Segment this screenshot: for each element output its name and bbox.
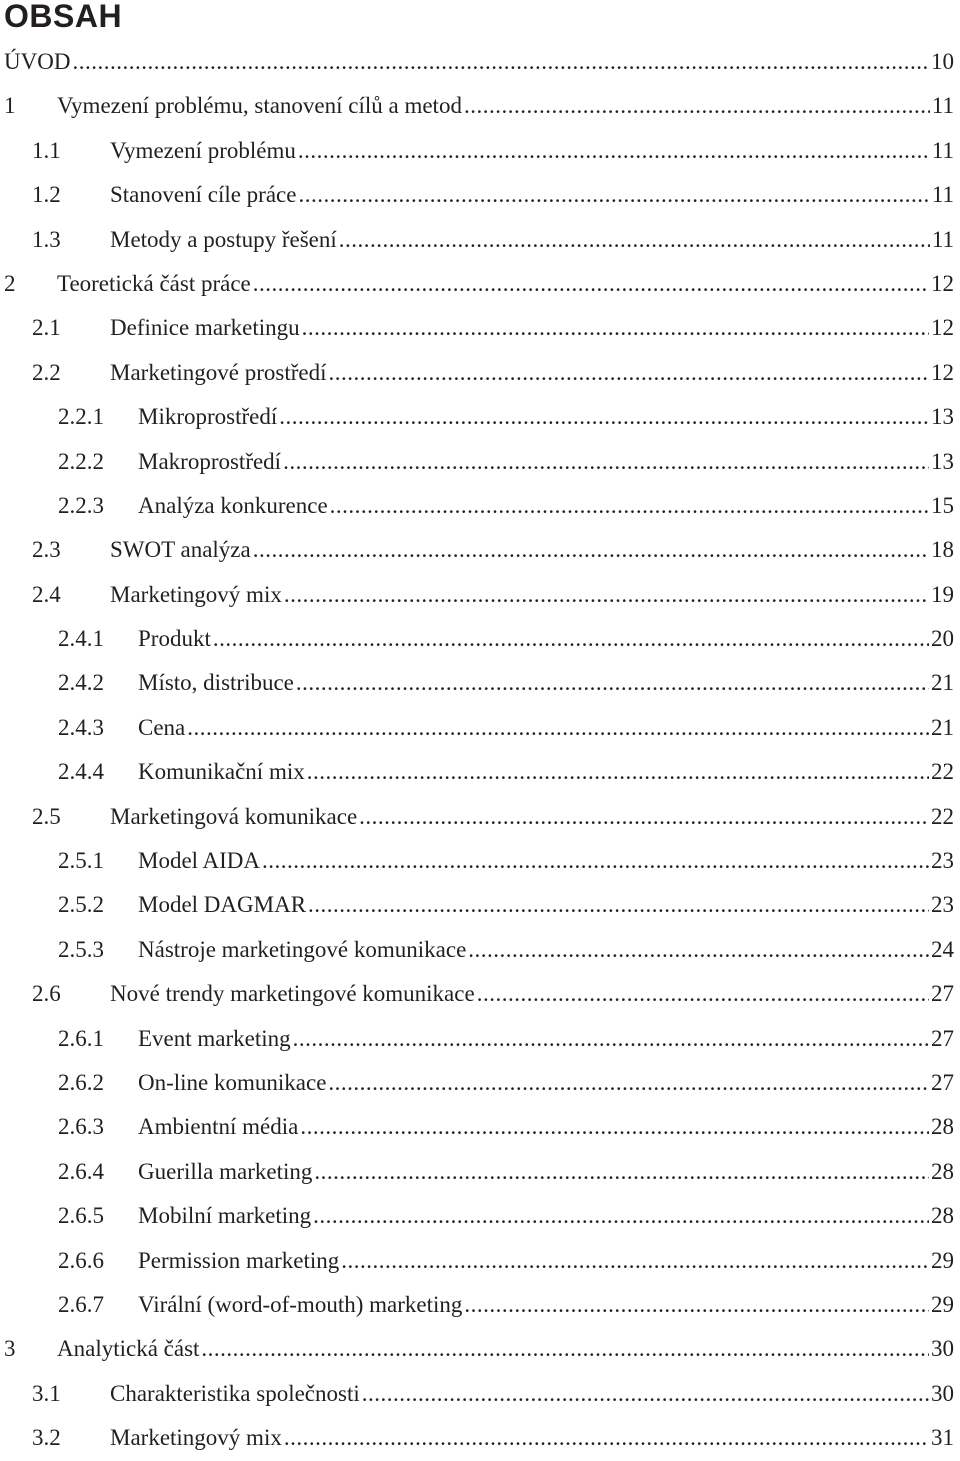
toc-entry-line <box>138 928 954 972</box>
toc-dot-leader <box>253 535 929 565</box>
toc-dot-leader <box>201 1334 929 1364</box>
toc-entry-number: 2.2.1 <box>58 404 104 430</box>
toc-entry-number: 2.4.4 <box>58 759 104 785</box>
toc-entry-line <box>138 1017 954 1061</box>
toc-entry-line <box>138 1194 954 1238</box>
toc-entry-line <box>138 1150 954 1194</box>
toc-page-number: 24 <box>931 936 954 962</box>
toc-page-number: 12 <box>931 270 954 296</box>
toc-entry-title: Metody a postupy řešení <box>110 226 337 252</box>
toc-entry[interactable] <box>0 928 960 972</box>
toc-page-number: 12 <box>931 315 954 341</box>
toc-page-number: 29 <box>931 1291 954 1317</box>
toc-dot-leader <box>283 447 929 477</box>
toc-entry-line <box>138 395 954 439</box>
toc-entry-title: Model DAGMAR <box>138 892 307 918</box>
toc-entry-number: 1.3 <box>32 226 61 252</box>
toc-page-number: 15 <box>931 492 954 518</box>
toc-entry-number: 2.5.3 <box>58 936 104 962</box>
toc-entry-title: Mobilní marketing <box>138 1203 312 1229</box>
toc-page-number: 28 <box>931 1158 954 1184</box>
toc-entry-line <box>57 1327 954 1371</box>
toc-entry-line <box>110 351 954 395</box>
toc-entry[interactable] <box>0 839 960 883</box>
toc-entry[interactable] <box>0 750 960 794</box>
toc-entry-number: 3.1 <box>32 1380 61 1406</box>
toc-entry[interactable] <box>0 351 960 395</box>
toc-entry-line <box>138 617 954 661</box>
toc-entry-line <box>138 1105 954 1149</box>
toc-entry[interactable] <box>0 972 960 1016</box>
toc-entry-number: 1.1 <box>32 137 61 163</box>
toc-dot-leader <box>464 1290 929 1320</box>
toc-entry-number: 2.6.1 <box>58 1025 104 1051</box>
toc-entry[interactable] <box>0 1150 960 1194</box>
toc-entry-line <box>110 1416 954 1460</box>
toc-page-number: 30 <box>931 1336 954 1362</box>
toc-entry-title: Marketingový mix <box>110 1425 282 1451</box>
toc-entry-line <box>110 528 954 572</box>
toc-entry-title: Nástroje marketingové komunikace <box>138 936 467 962</box>
toc-entry-title: Makroprostředí <box>138 448 282 474</box>
toc-dot-leader <box>279 402 929 432</box>
toc-dot-leader <box>314 1157 929 1187</box>
toc-entry-line <box>57 262 954 306</box>
toc-entry-line <box>138 706 954 750</box>
toc-entry-number: 2.5.2 <box>58 892 104 918</box>
toc-entry[interactable] <box>0 1416 960 1460</box>
toc-entry[interactable] <box>0 1283 960 1327</box>
toc-entry-number: 2.6 <box>32 981 61 1007</box>
toc-entry[interactable] <box>0 306 960 350</box>
toc-entry[interactable] <box>0 1105 960 1149</box>
toc-entry-number: 2.3 <box>32 537 61 563</box>
toc-entry[interactable] <box>0 883 960 927</box>
toc-entry[interactable] <box>0 706 960 750</box>
toc-entry[interactable] <box>0 1239 960 1283</box>
toc-entry-number: 2 <box>4 270 16 296</box>
toc-entry[interactable] <box>0 84 960 128</box>
toc-dot-leader <box>468 935 929 965</box>
toc-dot-leader <box>284 1423 929 1453</box>
toc-entry-title: Ambientní média <box>138 1114 299 1140</box>
toc-page-number: 27 <box>931 981 954 1007</box>
toc-page-number: 21 <box>931 714 954 740</box>
toc-entry[interactable] <box>0 528 960 572</box>
toc-entry-number: 3.2 <box>32 1425 61 1451</box>
toc-entry[interactable] <box>0 617 960 661</box>
toc-entry-line <box>4 40 954 84</box>
toc-entry[interactable] <box>0 440 960 484</box>
toc-entry-title: Marketingová komunikace <box>110 803 358 829</box>
toc-entry-title: Stanovení cíle práce <box>110 182 297 208</box>
toc-entry-line <box>138 661 954 705</box>
toc-entry-number: 2.6.6 <box>58 1247 104 1273</box>
toc-page-number: 13 <box>931 448 954 474</box>
toc-dot-leader <box>302 313 929 343</box>
toc-dot-leader <box>296 668 929 698</box>
toc-page-number: 23 <box>931 892 954 918</box>
toc-dot-leader <box>330 491 929 521</box>
toc-entry-title: Teoretická část práce <box>57 270 251 296</box>
toc-page-number: 18 <box>931 537 954 563</box>
toc-entry-title: Analytická část <box>57 1336 200 1362</box>
toc-entry-title: Model AIDA <box>138 848 261 874</box>
toc-entry-number: 2.2 <box>32 359 61 385</box>
toc-entry-title: Nové trendy marketingové komunikace <box>110 981 475 1007</box>
toc-entry-number: 2.4.3 <box>58 714 104 740</box>
toc-entry[interactable] <box>0 40 960 84</box>
toc-entry[interactable] <box>0 173 960 217</box>
toc-entry-number: 1.2 <box>32 182 61 208</box>
toc-entry-number: 2.5.1 <box>58 848 104 874</box>
toc-entry[interactable] <box>0 1017 960 1061</box>
toc-entry[interactable] <box>0 795 960 839</box>
toc-entry-line <box>138 1239 954 1283</box>
toc-entry-number: 2.2.2 <box>58 448 104 474</box>
toc-page-number: 28 <box>931 1203 954 1229</box>
toc-page-number: 11 <box>931 226 954 252</box>
toc-entry-title: Guerilla marketing <box>138 1158 313 1184</box>
toc-page-number: 23 <box>931 848 954 874</box>
toc-entry-title: Cena <box>138 714 186 740</box>
toc-entry-number: 2.4.2 <box>58 670 104 696</box>
toc-entry-line <box>138 1283 954 1327</box>
toc-page-number: 21 <box>931 670 954 696</box>
toc-entry-title: Komunikační mix <box>138 759 305 785</box>
toc-entry-line <box>110 218 954 262</box>
toc-entry-line <box>57 84 954 128</box>
toc-dot-leader <box>253 269 929 299</box>
toc-dot-leader <box>307 757 929 787</box>
toc-dot-leader <box>72 47 929 77</box>
toc-entry[interactable] <box>0 573 960 617</box>
toc-entry-line <box>138 750 954 794</box>
toc-page-number: 11 <box>931 182 954 208</box>
toc-entry-title: Event marketing <box>138 1025 291 1051</box>
toc-entry[interactable] <box>0 1372 960 1416</box>
toc-entry-title: Definice marketingu <box>110 315 300 341</box>
toc-dot-leader <box>213 624 929 654</box>
toc-page-number: 22 <box>931 803 954 829</box>
toc-page-number: 27 <box>931 1025 954 1051</box>
toc-page-number: 27 <box>931 1069 954 1095</box>
toc-entry-number: 2.6.4 <box>58 1158 104 1184</box>
toc-entry-title: Charakteristika společnosti <box>110 1380 360 1406</box>
toc-dot-leader <box>359 802 929 832</box>
toc-entry-line <box>110 1372 954 1416</box>
toc-entry-number: 2.2.3 <box>58 492 104 518</box>
toc-entry-number: 2.6.7 <box>58 1291 104 1317</box>
toc-entry-line <box>138 1061 954 1105</box>
toc-page-number: 11 <box>931 93 954 119</box>
toc-entry-title: Produkt <box>138 626 211 652</box>
toc-entry-number: 2.1 <box>32 315 61 341</box>
toc-entry-title: Vymezení problému <box>110 137 296 163</box>
toc-entry-line <box>110 173 954 217</box>
toc-dot-leader <box>298 180 929 210</box>
toc-entry-title: Virální (word-of-mouth) marketing <box>138 1291 463 1317</box>
table-of-contents <box>0 40 960 1461</box>
toc-entry-title: Místo, distribuce <box>138 670 294 696</box>
toc-entry-number: 2.4.1 <box>58 626 104 652</box>
toc-dot-leader <box>339 225 930 255</box>
toc-entry[interactable] <box>0 218 960 262</box>
toc-entry-number: 2.6.3 <box>58 1114 104 1140</box>
toc-page-number: 31 <box>931 1425 954 1451</box>
toc-page-number: 28 <box>931 1114 954 1140</box>
toc-entry-line <box>138 440 954 484</box>
toc-entry-line <box>110 306 954 350</box>
toc-entry[interactable] <box>0 1327 960 1371</box>
toc-entry-line <box>110 972 954 1016</box>
toc-dot-leader <box>477 979 929 1009</box>
toc-dot-leader <box>329 358 929 388</box>
toc-entry-title: ÚVOD <box>4 49 71 74</box>
toc-entry-title: SWOT analýza <box>110 537 251 563</box>
toc-page-number: 20 <box>931 626 954 652</box>
toc-entry-title: Mikroprostředí <box>138 404 278 430</box>
toc-entry-line <box>138 883 954 927</box>
toc-entry[interactable] <box>0 1061 960 1105</box>
toc-entry-number: 2.6.5 <box>58 1203 104 1229</box>
toc-page-number: 19 <box>931 581 954 607</box>
toc-dot-leader <box>300 1112 929 1142</box>
toc-dot-leader <box>362 1379 929 1409</box>
toc-entry-number: 1 <box>4 93 16 119</box>
toc-page-number: 11 <box>931 137 954 163</box>
toc-entry[interactable] <box>0 129 960 173</box>
toc-page-number: 29 <box>931 1247 954 1273</box>
toc-entry-line <box>110 573 954 617</box>
toc-entry-line <box>110 129 954 173</box>
toc-entry-title: Marketingové prostředí <box>110 359 327 385</box>
toc-entry-number: 2.4 <box>32 581 61 607</box>
toc-dot-leader <box>308 890 929 920</box>
toc-entry[interactable] <box>0 395 960 439</box>
toc-entry-line <box>138 484 954 528</box>
toc-dot-leader <box>328 1068 929 1098</box>
toc-dot-leader <box>187 713 929 743</box>
toc-entry-number: 2.5 <box>32 803 61 829</box>
toc-entry-title: Marketingový mix <box>110 581 282 607</box>
toc-dot-leader <box>284 580 929 610</box>
toc-dot-leader <box>313 1201 929 1231</box>
toc-page-number: 13 <box>931 404 954 430</box>
toc-dot-leader <box>341 1246 929 1276</box>
toc-entry[interactable] <box>0 262 960 306</box>
toc-page-number: 30 <box>931 1380 954 1406</box>
toc-entry[interactable] <box>0 1194 960 1238</box>
toc-entry-title: Permission marketing <box>138 1247 340 1273</box>
toc-dot-leader <box>298 136 930 166</box>
toc-page-number: 10 <box>931 49 954 74</box>
toc-entry-title: Vymezení problému, stanovení cílů a metod <box>57 93 462 119</box>
toc-entry-number: 2.6.2 <box>58 1069 104 1095</box>
toc-entry-number: 3 <box>4 1336 16 1362</box>
toc-page-number: 22 <box>931 759 954 785</box>
toc-dot-leader <box>293 1024 929 1054</box>
toc-entry-line <box>138 839 954 883</box>
toc-entry[interactable] <box>0 484 960 528</box>
toc-entry-line <box>110 795 954 839</box>
page-title: OBSAH <box>4 0 123 34</box>
toc-dot-leader <box>464 91 930 121</box>
toc-entry[interactable] <box>0 661 960 705</box>
toc-dot-leader <box>262 846 929 876</box>
toc-page-number: 12 <box>931 359 954 385</box>
toc-entry-title: On-line komunikace <box>138 1069 327 1095</box>
toc-entry-title: Analýza konkurence <box>138 492 328 518</box>
